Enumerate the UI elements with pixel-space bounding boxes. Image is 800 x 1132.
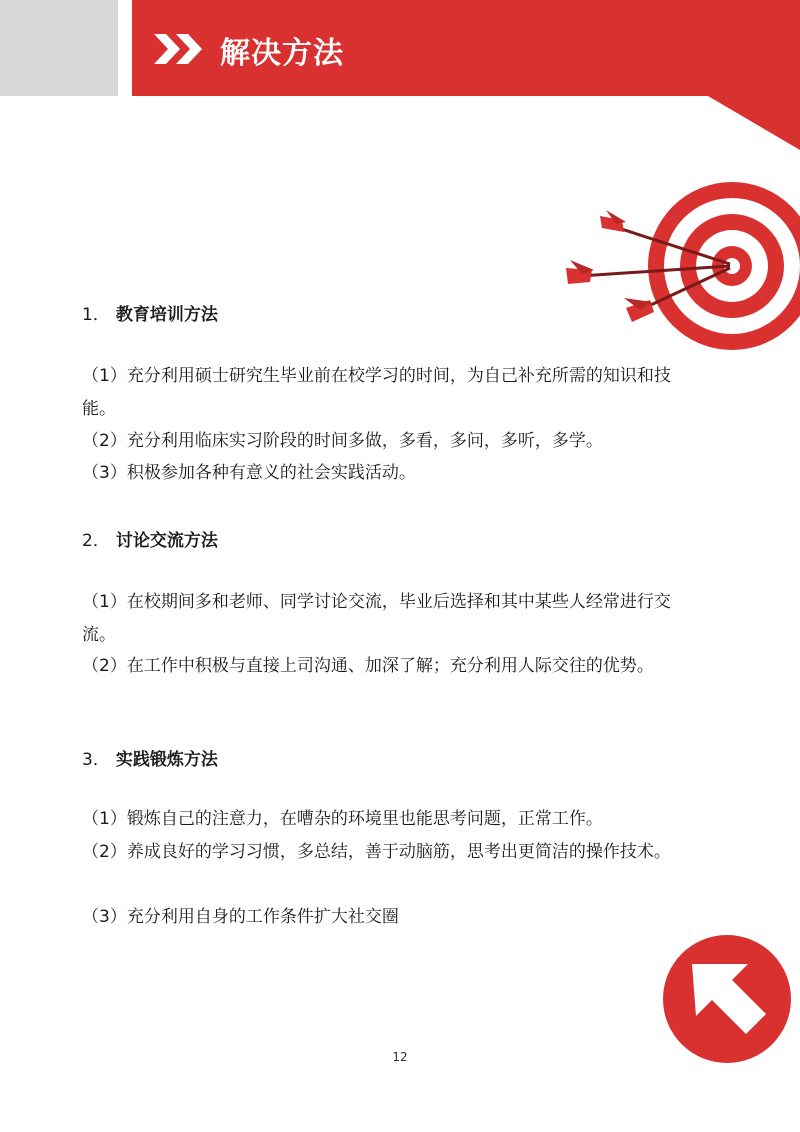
chevron-right-icon bbox=[154, 34, 204, 64]
section-title: 教育培训方法 bbox=[115, 305, 218, 325]
list-item: （1）锻炼自己的注意力，在嘈杂的环境里也能思考问题，正常工作。 bbox=[82, 809, 603, 829]
section-title: 实践锻炼方法 bbox=[115, 750, 218, 770]
section-heading-3 bbox=[82, 745, 218, 770]
arrow-up-left-icon bbox=[662, 934, 792, 1064]
header-banner bbox=[0, 0, 800, 150]
section-number: 2． bbox=[82, 531, 110, 551]
list-item: （2）在工作中积极与直接上司沟通、加深了解；充分利用人际交往的优势。 bbox=[82, 656, 654, 676]
page-title: 解决方法 bbox=[220, 36, 344, 71]
list-item: （3）充分利用自身的工作条件扩大社交圈 bbox=[82, 907, 399, 927]
section-heading-1 bbox=[82, 300, 218, 325]
target-arrows-icon bbox=[560, 180, 800, 360]
list-item: （2）养成良好的学习习惯，多总结，善于动脑筋，思考出更简洁的操作技术。 bbox=[82, 842, 671, 862]
section-title: 讨论交流方法 bbox=[115, 531, 218, 551]
section-heading-2 bbox=[82, 526, 218, 551]
page-number: 12 bbox=[392, 1050, 408, 1064]
list-item: （1）充分利用硕士研究生毕业前在校学习的时间，为自己补充所需的知识和技能。 bbox=[82, 366, 671, 419]
list-item: （1）在校期间多和老师、同学讨论交流，毕业后选择和其中某些人经常进行交流。 bbox=[82, 592, 671, 645]
section-number: 3． bbox=[82, 750, 110, 770]
list-item: （2）充分利用临床实习阶段的时间多做，多看，多问，多听，多学。 bbox=[82, 431, 603, 451]
list-item: （3）积极参加各种有意义的社会实践活动。 bbox=[82, 463, 416, 483]
section-number: 1． bbox=[82, 305, 110, 325]
